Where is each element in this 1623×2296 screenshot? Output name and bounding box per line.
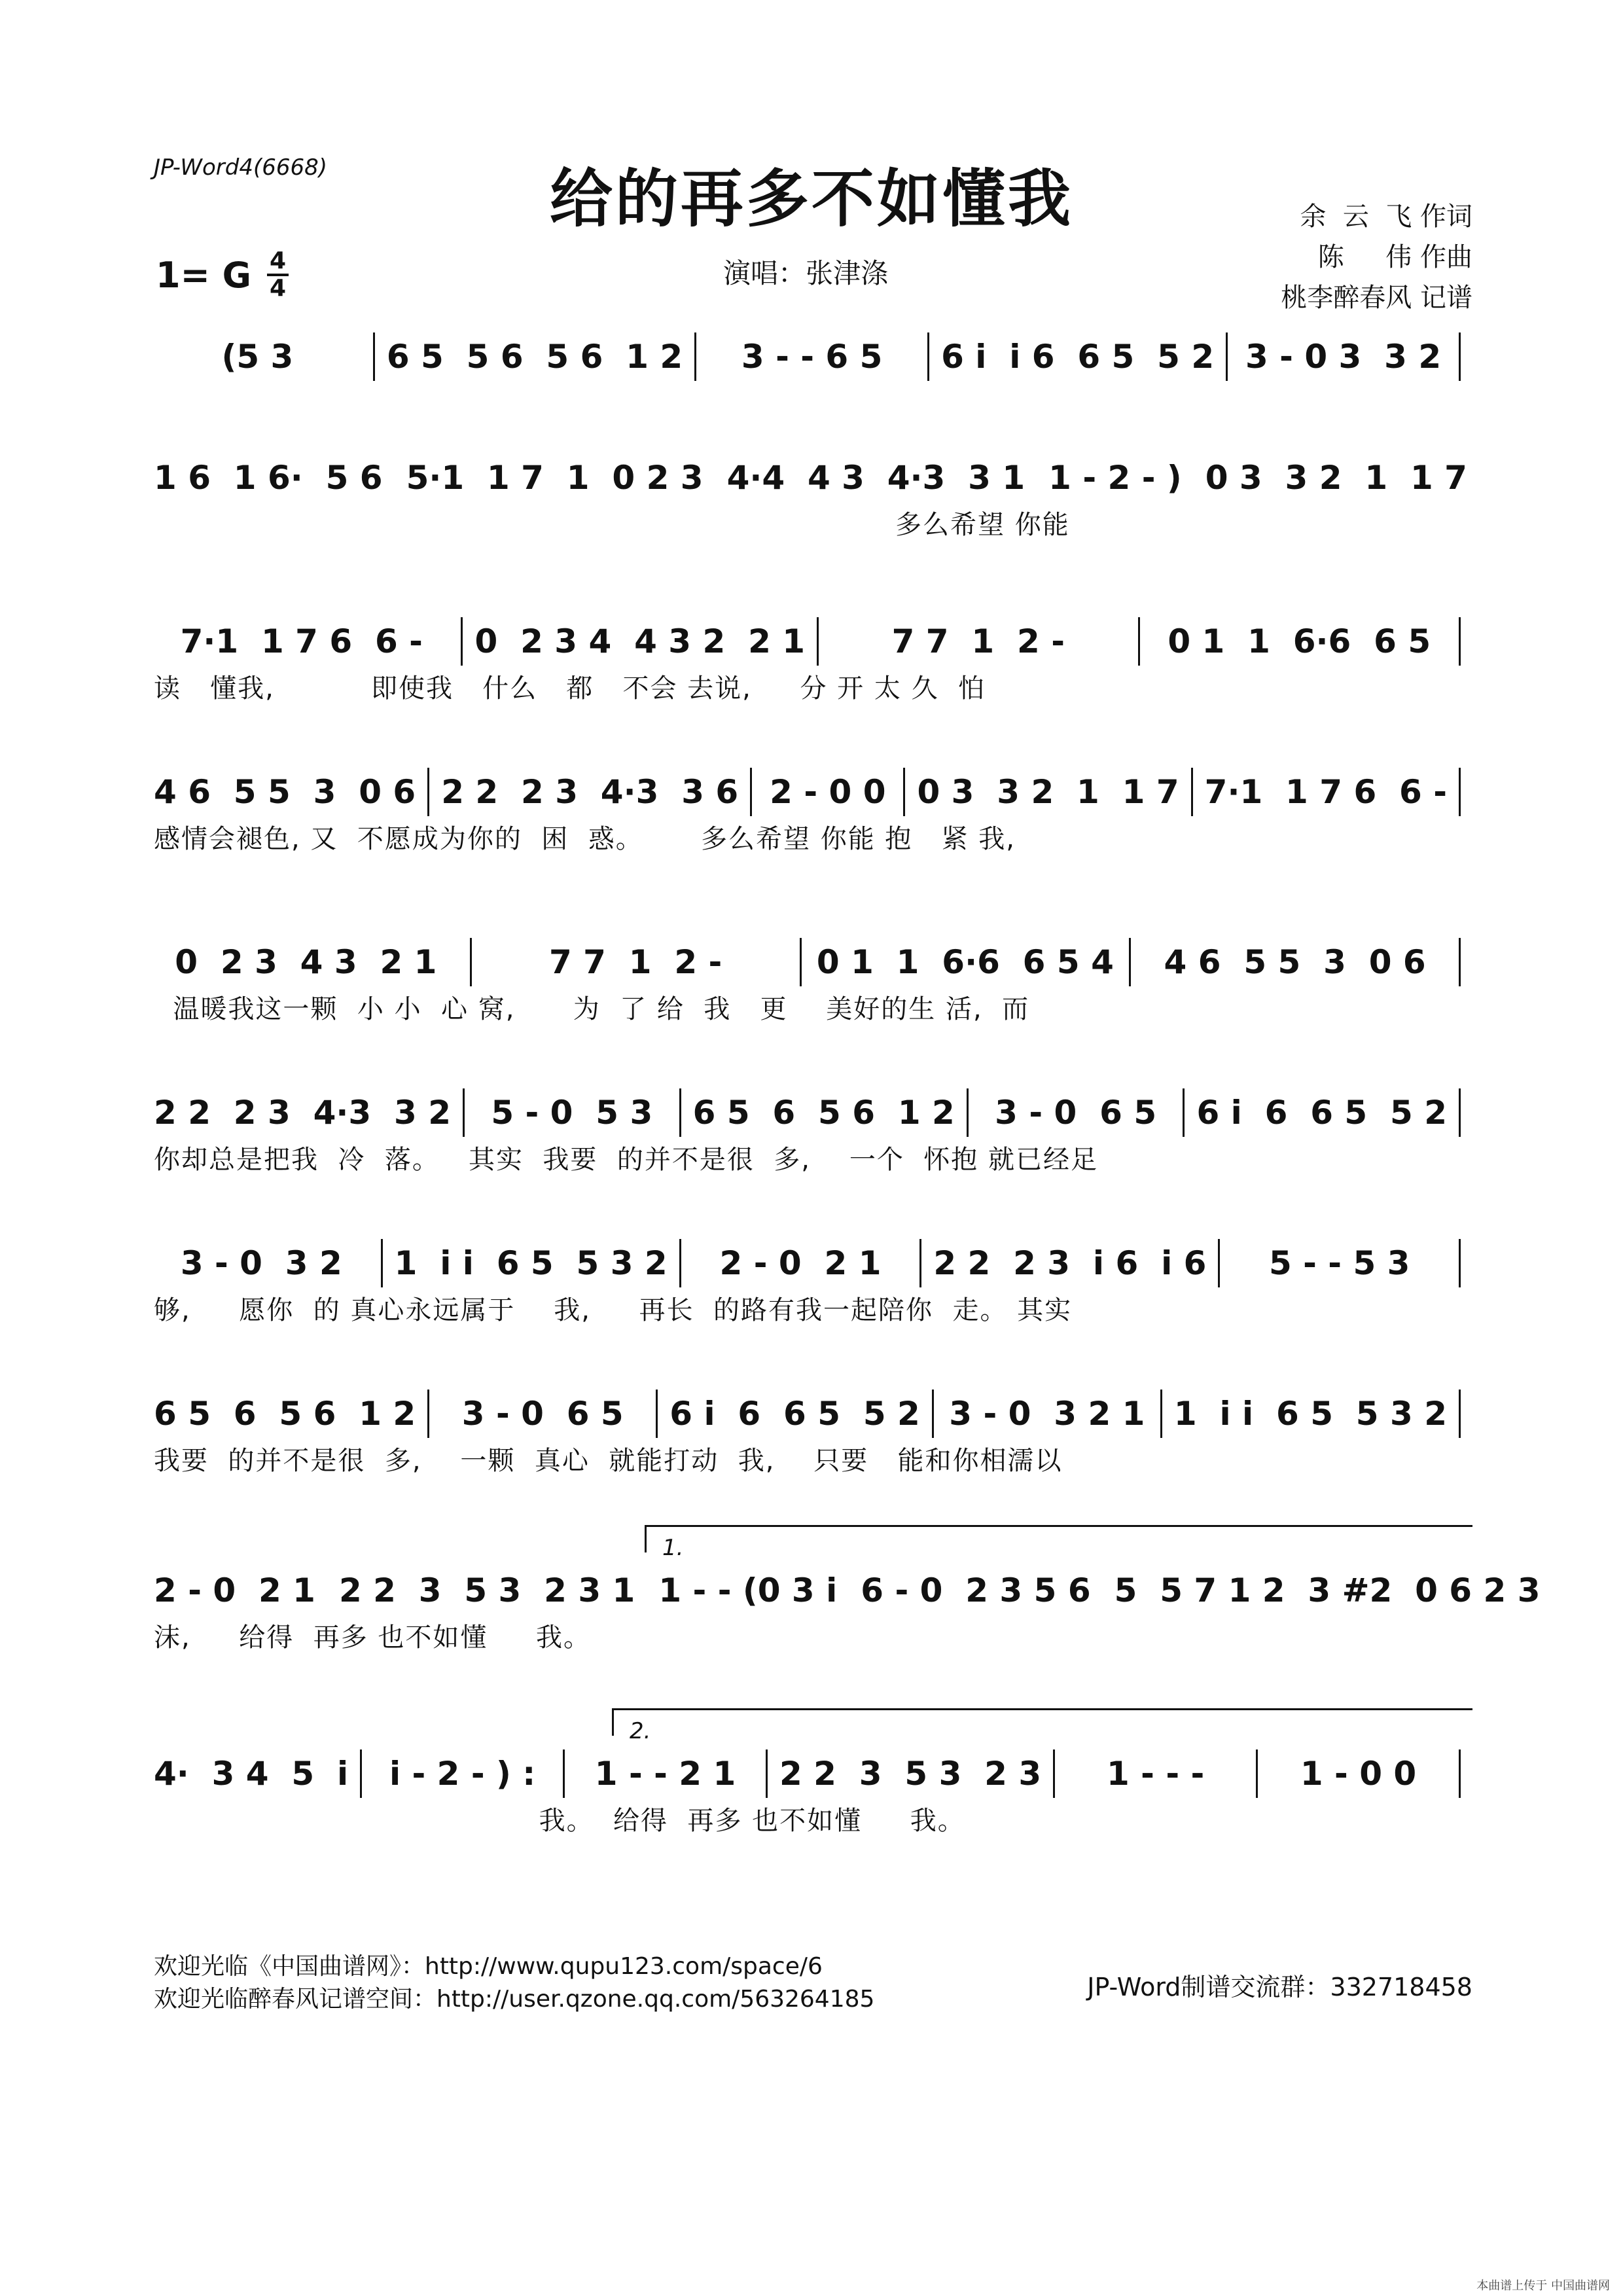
bar-line bbox=[427, 768, 429, 816]
lyrics-row bbox=[154, 383, 1472, 422]
measure: 2 2 3 5 3 2 3 1 bbox=[338, 1571, 635, 1609]
bar-line bbox=[1459, 332, 1461, 381]
measure: 2 - 0 2 1 bbox=[719, 1244, 882, 1282]
lyrics-row: 读 懂我, 即使我 什么 都 不会 去说, 分 开 太 久 怕 bbox=[154, 673, 986, 704]
bar-line bbox=[1459, 617, 1461, 666]
bar-line bbox=[1183, 1088, 1185, 1137]
bar-line bbox=[1459, 1749, 1461, 1798]
bar-line bbox=[932, 1390, 934, 1438]
footer-link-2[interactable]: 欢迎光临醉春风记谱空间：http://user.qzone.qq.com/563264185 bbox=[154, 1986, 875, 2013]
measure: 0 3 3 2 1 1 7 bbox=[917, 773, 1179, 811]
bar-line bbox=[461, 617, 463, 666]
measure: 6 i 6 6 5 5 2 bbox=[669, 1395, 920, 1433]
bar-line bbox=[1459, 1390, 1461, 1438]
time-top: 4 bbox=[267, 249, 289, 276]
lyrics-row: 你却总是把我 冷 落。 其实 我要 的并不是很 多, 一个 怀抱 就已经足 bbox=[154, 1145, 1099, 1175]
key-signature bbox=[156, 249, 289, 301]
score-line bbox=[154, 1748, 1472, 1839]
measure: 7·1 1 7 6 6 - bbox=[1204, 773, 1447, 811]
bar-line bbox=[694, 332, 696, 381]
notes-row bbox=[154, 331, 1472, 383]
bar-line bbox=[750, 768, 752, 816]
bar-line bbox=[373, 332, 375, 381]
measure: 2 2 3 5 3 2 3 bbox=[779, 1755, 1042, 1793]
time-signature bbox=[267, 249, 289, 301]
upload-stamp: 本曲谱上传于 中国曲谱网 bbox=[1476, 2279, 1610, 2293]
measure: 0 1 1 6·6 6 5 bbox=[1168, 622, 1431, 660]
bar-line bbox=[679, 1239, 681, 1287]
score-line bbox=[154, 1564, 1541, 1656]
software-label: JP-Word4(6668) bbox=[154, 154, 328, 181]
notes-row bbox=[154, 615, 1472, 668]
bar-line bbox=[766, 1749, 768, 1798]
bar-line bbox=[463, 1088, 465, 1137]
volta-bracket-2 bbox=[612, 1708, 1472, 1710]
song-title: 给的再多不如懂我 bbox=[550, 162, 1073, 236]
measure: i - 2 - ) : bbox=[389, 1755, 536, 1793]
group-info: JP-Word制谱交流群：332718458 bbox=[1087, 1973, 1472, 2001]
measure: 6 5 5 6 5 6 1 2 bbox=[386, 338, 683, 376]
measure: 0 3 3 2 1 1 7 bbox=[1205, 459, 1467, 497]
measure: 1 i i 6 5 5 3 2 bbox=[394, 1244, 668, 1282]
measure: 5·1 1 7 1 0 2 3 bbox=[406, 459, 704, 497]
measure: 4 6 5 5 3 0 6 bbox=[1164, 943, 1426, 981]
measure: 1 - - - bbox=[1106, 1755, 1205, 1793]
lyrics-row: 我。 给得 再多 也不如懂 我。 bbox=[154, 1806, 965, 1836]
measure: 6 - 0 2 3 5 6 bbox=[861, 1571, 1091, 1609]
notes-row bbox=[154, 936, 1472, 988]
bar-line bbox=[656, 1390, 658, 1438]
score-line bbox=[154, 1237, 1472, 1329]
measure: 1 - 0 0 bbox=[1300, 1755, 1417, 1793]
measure: 2 - 0 2 1 bbox=[154, 1571, 315, 1609]
bar-line bbox=[1459, 938, 1461, 986]
bar-line bbox=[427, 1390, 429, 1438]
measure: 7 7 1 2 - bbox=[891, 622, 1065, 660]
measure: 1 i i 6 5 5 3 2 bbox=[1173, 1395, 1447, 1433]
bar-line bbox=[1138, 617, 1140, 666]
notes-row bbox=[154, 452, 1472, 504]
score-line bbox=[154, 452, 1472, 543]
volta-bracket-1 bbox=[645, 1525, 1472, 1527]
score-line bbox=[154, 331, 1472, 422]
measure: 0 2 3 4 4 3 2 2 1 bbox=[474, 622, 806, 660]
bar-line bbox=[919, 1239, 921, 1287]
bar-line bbox=[1129, 938, 1131, 986]
bar-line bbox=[470, 938, 472, 986]
key-label: 1= G bbox=[156, 254, 251, 296]
notes-row bbox=[154, 1086, 1472, 1139]
bar-line bbox=[1160, 1390, 1162, 1438]
notes-row bbox=[154, 1237, 1472, 1289]
volta-label-2: 2. bbox=[630, 1718, 651, 1744]
lyrics-row: 我要 的并不是很 多, 一颗 真心 就能打动 我, 只要 能和你相濡以 bbox=[154, 1446, 1063, 1476]
measure: 4· 3 4 5 i bbox=[154, 1755, 349, 1793]
measure: 1 - 2 - ) bbox=[1048, 459, 1182, 497]
measure: 3 - 0 3 2 bbox=[180, 1244, 342, 1282]
composer-credit: 陈 伟 作曲 bbox=[1317, 242, 1472, 272]
measure: 3 - 0 3 2 1 bbox=[949, 1395, 1145, 1433]
notes-row bbox=[154, 766, 1472, 818]
notes-row bbox=[154, 1388, 1472, 1440]
measure: 1 6 1 6· 5 6 bbox=[154, 459, 383, 497]
bar-line bbox=[817, 617, 819, 666]
measure: 2 2 2 3 4·3 3 2 bbox=[154, 1094, 451, 1132]
bar-line bbox=[1459, 768, 1461, 816]
measure: 0 1 1 6·6 6 5 4 bbox=[816, 943, 1114, 981]
bar-line bbox=[1226, 332, 1228, 381]
bar-line bbox=[1256, 1749, 1258, 1798]
measure: 6 5 6 5 6 1 2 bbox=[154, 1395, 416, 1433]
measure: 2 2 2 3 i 6 i 6 bbox=[933, 1244, 1207, 1282]
bar-line bbox=[360, 1749, 362, 1798]
measure: 1 - - (0 3 i bbox=[658, 1571, 838, 1609]
measure: (5 3 bbox=[221, 338, 294, 376]
transcriber-credit: 桃李醉春风 记谱 bbox=[1281, 283, 1472, 313]
notes-row bbox=[154, 1748, 1472, 1800]
bar-line bbox=[927, 332, 929, 381]
footer-links bbox=[154, 1950, 874, 2016]
bar-line bbox=[903, 768, 905, 816]
lyrics-row: 温暖我这一颗 小 小 心 窝, 为 了 给 我 更 美好的生 活, 而 bbox=[154, 994, 1030, 1024]
time-bottom: 4 bbox=[269, 275, 287, 302]
measure: 7·1 1 7 6 6 - bbox=[180, 622, 423, 660]
score-line bbox=[154, 936, 1472, 1028]
measure: 2 - 0 0 bbox=[770, 773, 886, 811]
lyrics-row: 感情会褪色, 又 不愿成为你的 困 惑。 多么希望 你能 抱 紧 我, bbox=[154, 824, 1016, 854]
measure: 5 5 7 1 2 3 #2 0 6 2 3 bbox=[1114, 1571, 1541, 1609]
score-line bbox=[154, 615, 1472, 707]
score-line bbox=[154, 1086, 1472, 1178]
bar-line bbox=[563, 1749, 565, 1798]
bar-line bbox=[1218, 1239, 1220, 1287]
lyrics-row: 沫, 给得 再多 也不如懂 我。 bbox=[154, 1623, 592, 1653]
bar-line bbox=[1053, 1749, 1055, 1798]
measure: 3 - 0 6 5 bbox=[995, 1094, 1157, 1132]
credits-block bbox=[1281, 196, 1472, 318]
bar-line bbox=[800, 938, 802, 986]
bar-line bbox=[967, 1088, 969, 1137]
score-line bbox=[154, 766, 1472, 857]
measure: 4·4 4 3 4·3 3 1 bbox=[726, 459, 1026, 497]
bar-line bbox=[679, 1088, 681, 1137]
bar-line bbox=[381, 1239, 383, 1287]
score-line bbox=[154, 1388, 1472, 1479]
measure: 1 - - 2 1 bbox=[594, 1755, 736, 1793]
measure: 0 2 3 4 3 2 1 bbox=[175, 943, 437, 981]
measure: 6 5 6 5 6 1 2 bbox=[692, 1094, 955, 1132]
lyrics-row: 多么希望 你能 bbox=[154, 510, 1070, 540]
measure: 3 - 0 6 5 bbox=[461, 1395, 624, 1433]
footer-link-1[interactable]: 欢迎光临《中国曲谱网》：http://www.qupu123.com/space/6 bbox=[154, 1953, 823, 1980]
measure: 5 - - 5 3 bbox=[1268, 1244, 1410, 1282]
measure: 3 - - 6 5 bbox=[741, 338, 883, 376]
bar-line bbox=[1191, 768, 1193, 816]
lyrics-row: 够, 愿你 的 真心永远属于 我, 再长 的路有我一起陪你 走。 其实 bbox=[154, 1295, 1073, 1325]
notes-row bbox=[154, 1564, 1541, 1617]
measure: 7 7 1 2 - bbox=[548, 943, 722, 981]
measure: 6 i 6 6 5 5 2 bbox=[1196, 1094, 1448, 1132]
measure: 6 i i 6 6 5 5 2 bbox=[941, 338, 1215, 376]
measure: 5 - 0 5 3 bbox=[491, 1094, 653, 1132]
singer-label: 演唱：张津涤 bbox=[723, 257, 889, 289]
volta-label-1: 1. bbox=[662, 1535, 684, 1561]
bar-line bbox=[1459, 1088, 1461, 1137]
bar-line bbox=[1459, 1239, 1461, 1287]
measure: 3 - 0 3 3 2 bbox=[1245, 338, 1442, 376]
lyricist-credit: 余 云 飞 作词 bbox=[1300, 202, 1472, 232]
measure: 4 6 5 5 3 0 6 bbox=[154, 773, 416, 811]
measure: 2 2 2 3 4·3 3 6 bbox=[441, 773, 739, 811]
